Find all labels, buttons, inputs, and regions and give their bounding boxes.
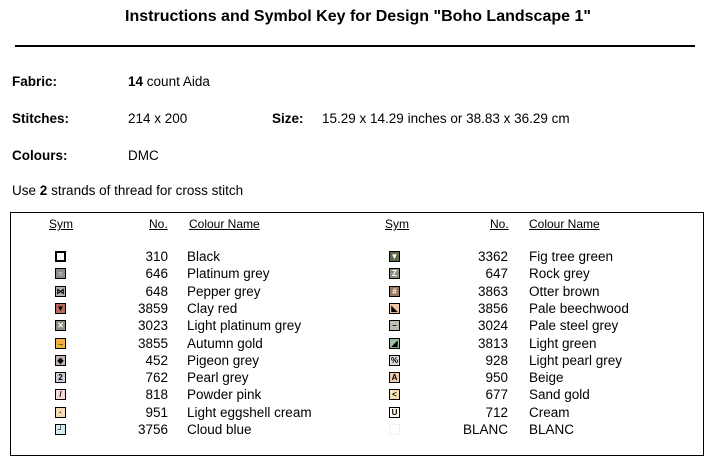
z-icon: Z	[389, 268, 400, 279]
fabric-value	[128, 74, 210, 89]
bowtie-icon: ⋈	[56, 286, 65, 296]
left-colour-name: Clay red	[187, 300, 238, 316]
left-colour-number: 310	[145, 249, 168, 264]
square-outline-icon	[55, 251, 66, 262]
triangle-icon: ◢	[389, 338, 400, 349]
fabric-label: Fabric:	[12, 74, 58, 89]
header-name-right: Colour Name	[529, 217, 600, 231]
left-colour-name: Pearl grey	[187, 370, 249, 386]
stitches-label: Stitches:	[12, 111, 70, 126]
diamond-icon: ◆	[55, 355, 66, 366]
right-colour-name: Fig tree green	[529, 249, 614, 264]
down-triangle-icon: ▼	[56, 303, 65, 313]
less-than-icon: <	[389, 389, 400, 400]
right-colour-number: 3856	[477, 300, 508, 316]
colours-label: Colours:	[12, 148, 68, 163]
right-arrow-icon: →	[56, 338, 65, 348]
right-colour-name: Light pearl grey	[529, 352, 623, 368]
stitches-value: 214 x 200	[128, 111, 188, 126]
right-colour-number: BLANC	[462, 422, 508, 437]
dash-icon: –	[389, 320, 400, 331]
left-colour-name: Powder pink	[187, 387, 262, 403]
right-colour-number: 3362	[477, 249, 508, 264]
corner-icon: ┘	[55, 424, 66, 435]
colours-value: DMC	[128, 148, 159, 163]
page-title: Instructions and Symbol Key for Design "Boho Landscape 1"	[125, 8, 591, 25]
right-colour-name: Rock grey	[529, 266, 590, 282]
hash-icon: #	[389, 286, 400, 297]
left-colour-name: Autumn gold	[187, 335, 263, 351]
dot-icon: ·	[55, 407, 66, 418]
header-sym-left: Sym	[49, 217, 73, 231]
left-colour-number: 818	[145, 387, 168, 403]
left-colour-number: 762	[145, 370, 168, 386]
down-triangle-icon: ▼	[390, 252, 399, 261]
left-colour-name: Cloud blue	[187, 422, 252, 437]
header-sym-right: Sym	[385, 217, 409, 231]
right-colour-name: Sand gold	[529, 387, 590, 403]
right-colour-name: Pale beechwood	[529, 300, 629, 316]
right-colour-name: Pale steel grey	[529, 318, 619, 334]
strands-count: 2	[39, 183, 48, 198]
right-colour-name: Light green	[529, 335, 597, 351]
fabric-text: count Aida	[146, 74, 210, 89]
right-colour-name: Otter brown	[529, 283, 600, 299]
size-value: 15.29 x 14.29 inches or 38.83 x 36.29 cm	[322, 111, 570, 126]
right-colour-number: 3813	[477, 335, 508, 351]
blank-icon	[389, 424, 400, 435]
right-colour-number: 647	[485, 266, 508, 282]
right-colour-number: 712	[485, 404, 508, 420]
left-colour-number: 648	[145, 283, 168, 299]
strands-instruction	[12, 183, 243, 198]
a-icon: A	[389, 372, 400, 383]
right-colour-number: 3024	[477, 318, 508, 334]
fabric-count: 14	[128, 74, 144, 89]
strands-pre: Use	[12, 183, 37, 198]
left-colour-name: Platinum grey	[187, 266, 270, 282]
x-icon: ✕	[55, 320, 66, 331]
corner-triangle-icon: ◣	[389, 303, 400, 314]
left-colour-number: 3023	[137, 318, 168, 334]
right-colour-number: 928	[485, 352, 508, 368]
circle-icon: ○	[55, 268, 66, 279]
right-colour-number: 677	[485, 387, 508, 403]
left-colour-number: 3855	[137, 335, 168, 351]
right-colour-number: 950	[485, 370, 508, 386]
left-colour-name: Pigeon grey	[187, 352, 260, 368]
size-label: Size:	[272, 111, 304, 126]
header-no-right: No.	[490, 217, 509, 231]
left-colour-number: 3859	[137, 300, 168, 316]
left-colour-number: 3756	[137, 422, 168, 437]
header-name-left: Colour Name	[189, 217, 260, 231]
right-colour-name: Beige	[529, 370, 564, 386]
left-colour-number: 452	[145, 352, 168, 368]
right-colour-number: 3863	[477, 283, 508, 299]
left-colour-name: Light platinum grey	[187, 318, 302, 334]
right-colour-name: Cream	[529, 404, 570, 420]
right-colour-name: BLANC	[529, 422, 575, 437]
header-no-left: No.	[149, 217, 168, 231]
two-icon: 2	[55, 372, 66, 383]
left-colour-name: Black	[187, 249, 221, 264]
slash-icon: /	[55, 389, 66, 400]
u-icon: U	[389, 407, 400, 418]
left-colour-name: Pepper grey	[187, 283, 261, 299]
left-colour-number: 951	[145, 404, 168, 420]
left-colour-number: 646	[145, 266, 168, 282]
percent-icon: %	[390, 355, 399, 365]
title-rule	[15, 45, 695, 47]
strands-post: strands of thread for cross stitch	[51, 183, 244, 198]
left-colour-name: Light eggshell cream	[187, 404, 312, 420]
